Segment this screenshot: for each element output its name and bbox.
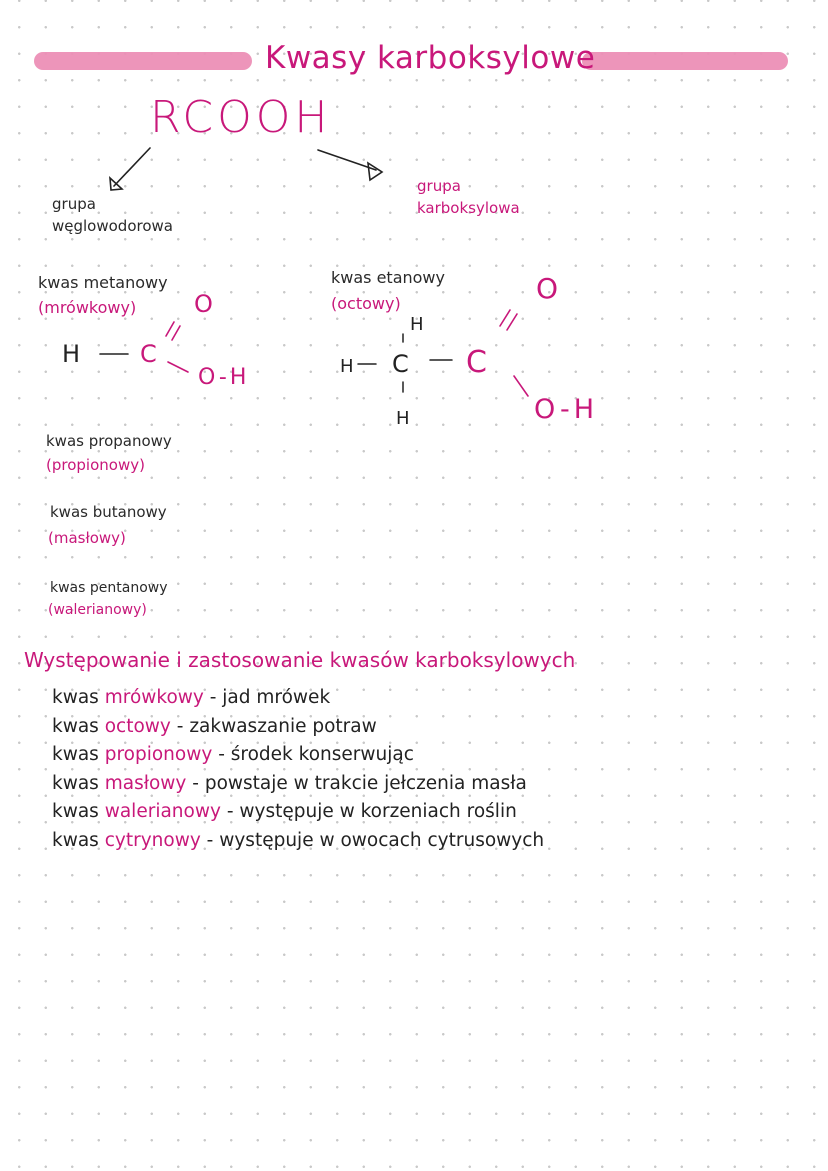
group-left-line2: węglowodorowa [52,217,173,235]
use-prefix: kwas [52,772,99,794]
acid-name-butanoic: kwas butanowy [50,503,167,521]
ethanoic-h-left: H [340,356,354,377]
list-item [52,713,544,742]
list-item [52,741,544,770]
use-acid-name: octowy [104,715,171,737]
use-acid-name: masłowy [104,772,187,794]
use-prefix: kwas [52,801,99,822]
group-right-line2: karboksylowa [417,199,520,217]
use-prefix: kwas [52,829,99,851]
acid-common-butanoic: (masłowy) [48,529,126,547]
group-left-line1: grupa [52,195,96,213]
use-description: - środek konserwując [218,744,414,765]
use-acid-name: walerianowy [104,801,221,822]
use-description: - występuje w korzeniach roślin [226,801,517,822]
acid-name-ethanoic: kwas etanowy [331,268,445,287]
use-prefix: kwas [52,687,99,708]
methanoic-oxygen-top: O [194,290,213,318]
use-description: - występuje w owocach cytrusowych [206,829,545,851]
methanoic-oh: O-H [198,365,250,390]
ethanoic-carbon2: C [466,345,487,380]
ethanoic-oxygen-top: O [536,272,559,305]
list-item [52,770,544,799]
ethanoic-h-top: H [410,314,424,335]
acid-name-pentanoic: kwas pentanowy [50,580,168,596]
ethanoic-oh: O-H [534,394,599,425]
page-title: Kwasy karboksylowe [265,40,596,76]
use-acid-name: propionowy [104,744,213,765]
acid-name-propanoic: kwas propanowy [46,432,172,450]
ethanoic-carbon1: C [392,350,409,378]
use-description: - zakwaszanie potraw [176,715,377,737]
use-description: - powstaje w trakcie jełczenia masła [192,772,527,794]
methanoic-h-left: H [62,340,81,368]
ethanoic-h-bottom: H [396,408,410,429]
uses-heading: Występowanie i zastosowanie kwasów karboksylowych [24,648,576,672]
acid-common-methanoic: (mrówkowy) [38,298,137,317]
methanoic-carbon: C [140,340,157,368]
general-formula: RCOOH [150,92,332,143]
use-acid-name: cytrynowy [104,829,201,851]
list-item [52,684,544,713]
use-acid-name: mrówkowy [104,687,204,708]
use-prefix: kwas [52,715,99,737]
use-description: - jad mrówek [209,687,331,708]
list-item [52,798,544,827]
use-prefix: kwas [52,744,99,765]
uses-list [52,684,544,855]
acid-common-ethanoic: (octowy) [331,294,401,313]
acid-common-propanoic: (propionowy) [46,456,145,474]
acid-name-methanoic: kwas metanowy [38,273,168,292]
ethanoic-acid-structure [0,0,828,440]
group-right-line1: grupa [417,177,461,195]
acid-common-pentanoic: (walerianowy) [48,602,147,618]
list-item [52,827,544,856]
